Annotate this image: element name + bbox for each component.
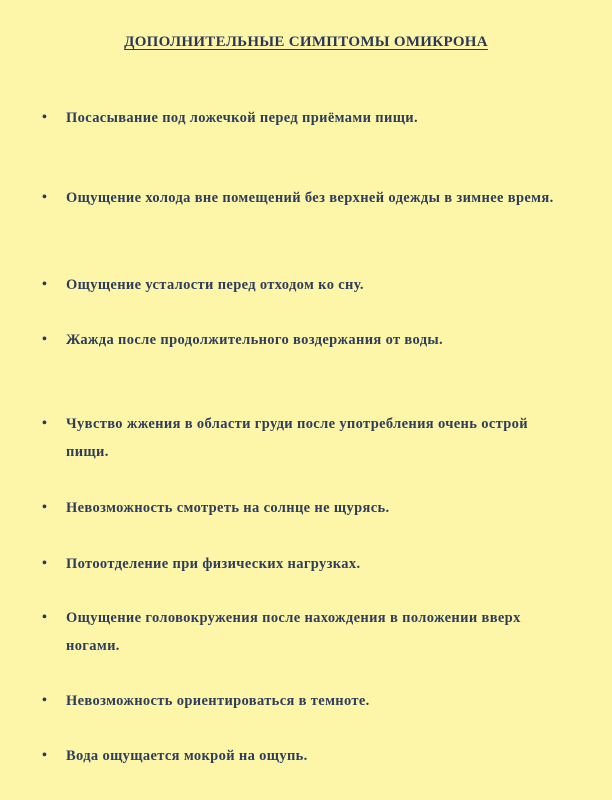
list-item-text: Вода ощущается мокрой на ощупь. — [66, 748, 308, 764]
list-item — [42, 104, 562, 132]
list-item — [42, 271, 562, 299]
list-item-text: Потоотделение при физических нагрузках. — [66, 556, 361, 572]
bullet-icon: • — [42, 748, 47, 763]
bullet-icon: • — [42, 332, 47, 347]
bullet-icon: • — [42, 556, 47, 571]
list-item — [42, 184, 562, 212]
list-item-text: Невозможность смотреть на солнце не щурясь. — [66, 500, 390, 516]
list-item — [42, 742, 562, 770]
bullet-icon: • — [42, 610, 47, 625]
list-item-text: Ощущение холода вне помещений без верхней одежды в зимнее время. — [66, 190, 554, 206]
list-item — [42, 550, 562, 578]
bullet-icon: • — [42, 277, 47, 292]
list-item-text: Невозможность ориентироваться в темноте. — [66, 693, 370, 709]
list-item-text: Чувство жжения в области груди после употребления очень острой пищи. — [66, 416, 528, 460]
list-item-text: Посасывание под ложечкой перед приёмами пищи. — [66, 110, 418, 126]
list-item — [42, 687, 562, 715]
list-item — [42, 410, 562, 466]
bullet-icon: • — [42, 110, 47, 125]
list-item-text: Жажда после продолжительного воздержания от воды. — [66, 332, 444, 348]
page-title-text: ДОПОЛНИТЕЛЬНЫЕ СИМПТОМЫ ОМИКРОНА — [124, 34, 488, 50]
list-item-text: Ощущение усталости перед отходом ко сну. — [66, 277, 364, 293]
bullet-icon: • — [42, 416, 47, 431]
list-item-text: Ощущение головокружения после нахождения в положении вверх ногами. — [66, 610, 521, 654]
page-title — [0, 34, 612, 51]
bullet-icon: • — [42, 693, 47, 708]
list-item — [42, 326, 562, 354]
list-item — [42, 494, 562, 522]
bullet-icon: • — [42, 500, 47, 515]
list-item — [42, 604, 562, 660]
bullet-icon: • — [42, 190, 47, 205]
